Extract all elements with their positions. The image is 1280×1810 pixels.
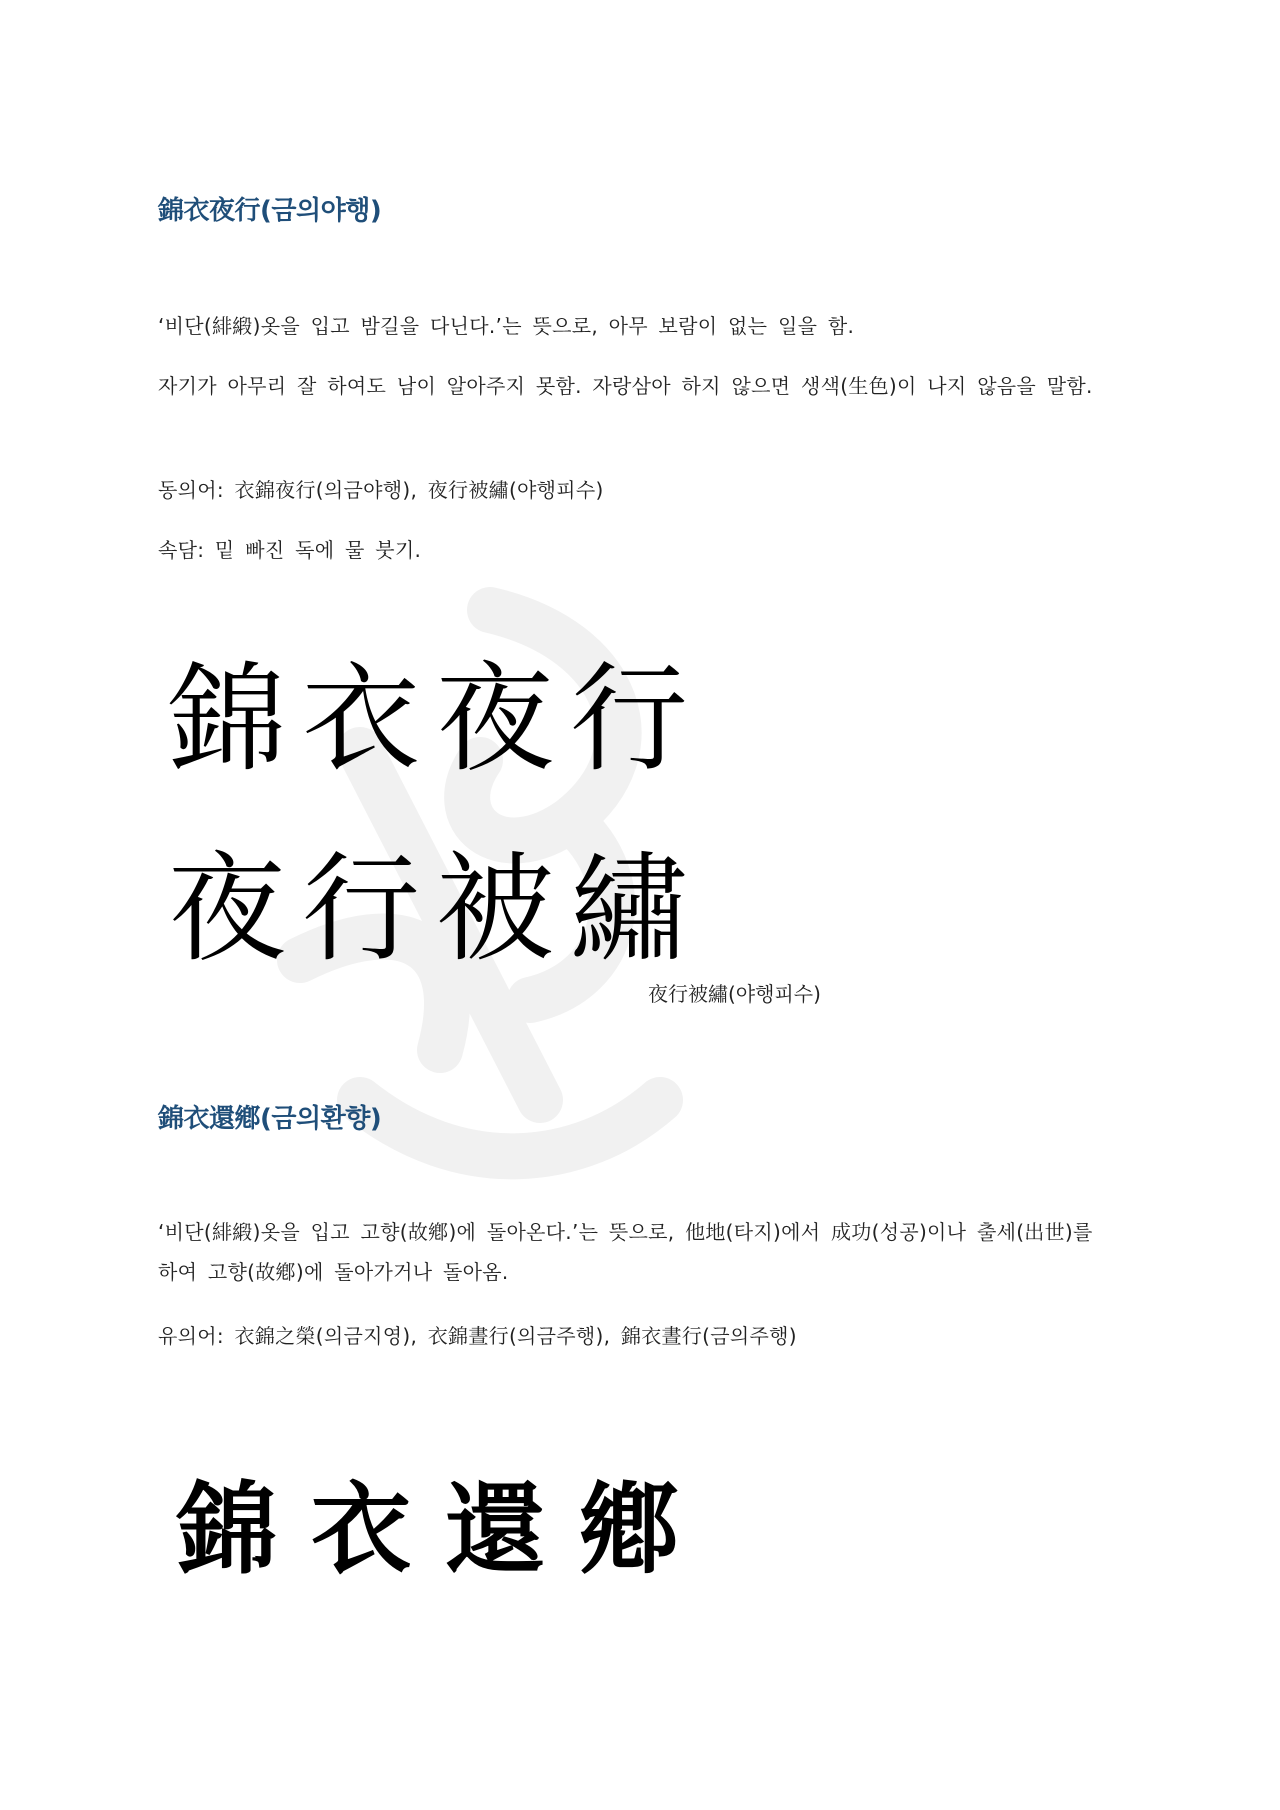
seal-row [160, 652, 696, 786]
seal-character: 夜 [435, 650, 554, 788]
seal-character: 錦 [167, 650, 286, 788]
synonym-paragraph: 동의어: 衣錦夜行(의금야행), 夜行被繡(야행피수) [158, 478, 604, 502]
seal-character: 衣 [301, 650, 420, 788]
seal-character: 錦 [177, 1470, 277, 1588]
similar-words-paragraph: 유의어: 衣錦之榮(의금지영), 衣錦晝行(의금주행), 錦衣晝行(금의주행) [158, 1324, 797, 1348]
section-heading: 錦衣夜行(금의야행) [158, 196, 382, 226]
seal-character: 行 [301, 840, 420, 978]
seal-character: 行 [569, 650, 688, 788]
seal-row [160, 1462, 696, 1596]
proverb-paragraph: 속담: 밑 빠진 독에 물 붓기. [158, 538, 422, 562]
seal-character: 衣 [311, 1470, 411, 1588]
seal-character: 夜 [167, 840, 286, 978]
meaning-paragraph: ‘비단(緋緞)옷을 입고 밤길을 다닌다.’는 뜻으로, 아무 보람이 없는 일을 함. [158, 314, 855, 338]
seal-caption: 夜行被繡(야행피수) [648, 982, 821, 1006]
section-heading: 錦衣還鄕(금의환향) [158, 1104, 382, 1134]
seal-character: 繡 [569, 840, 688, 978]
seal-character: 被 [435, 840, 554, 978]
meaning-paragraph: ‘비단(緋緞)옷을 입고 고향(故鄕)에 돌아온다.’는 뜻으로, 他地(타지)에서 成功(성공)이나 출세(出世)를 하여 고향(故鄕)에 돌아가거나 돌아옴. [158, 1220, 1093, 1284]
seal-row [160, 842, 696, 976]
explanation-paragraph: 자기가 아무리 잘 하여도 남이 알아주지 못함. 자랑삼아 하지 않으면 생색(生色)이 나지 않음을 말함. [158, 374, 1093, 398]
seal-character: 鄕 [579, 1470, 679, 1588]
seal-character: 還 [445, 1470, 545, 1588]
